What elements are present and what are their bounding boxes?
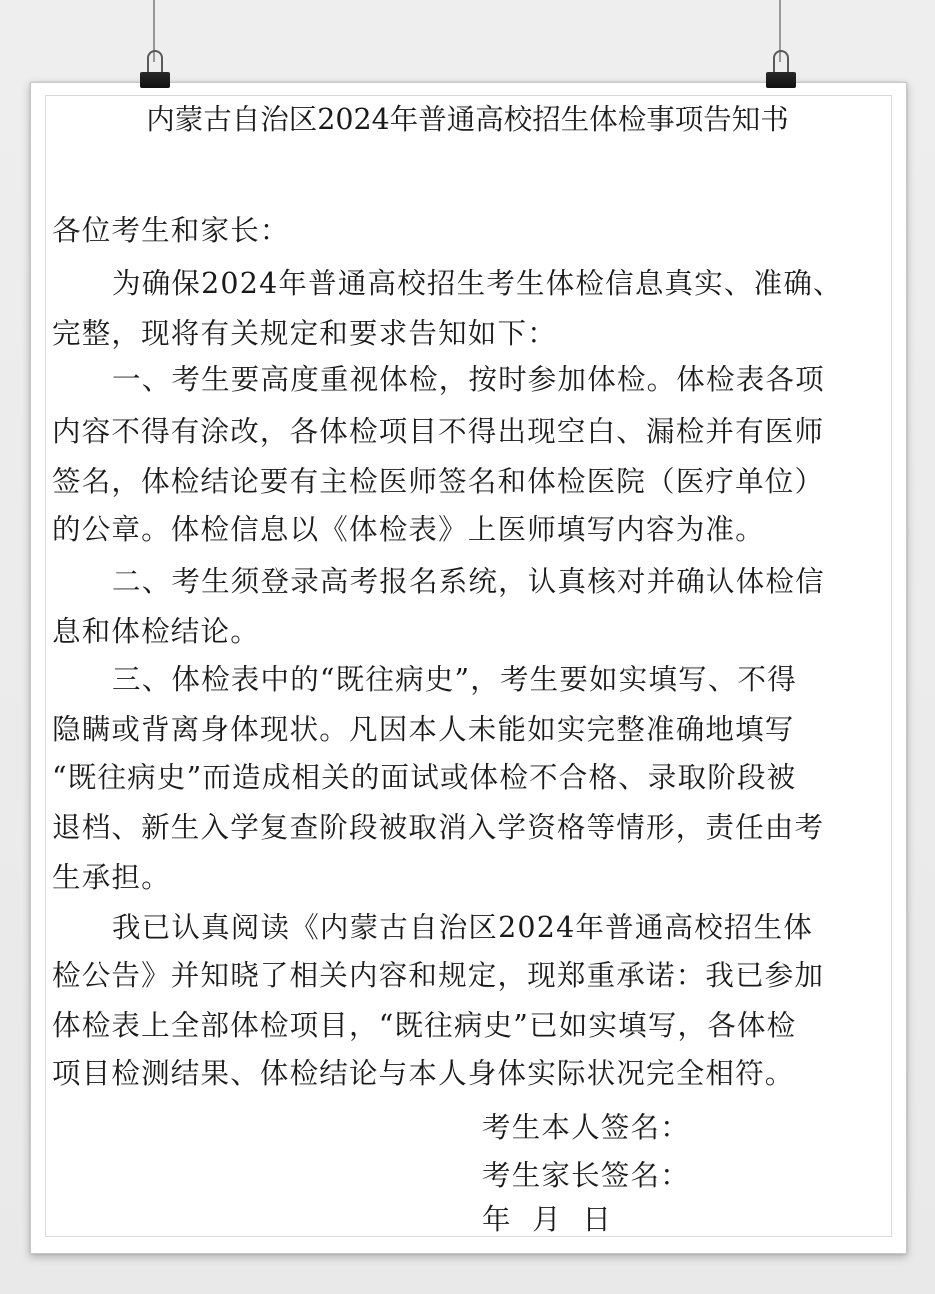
pledge-line: 项目检测结果、体检结论与本人身体实际状况完全相符。 [52, 1057, 795, 1090]
binder-clip-left-icon [140, 50, 170, 88]
parent-signature-label: 考生家长签名： [482, 1159, 690, 1192]
binder-clip-right-icon [766, 50, 796, 88]
clause-3-line: 三、体检表中的“既往病史”，考生要如实填写、不得 [112, 663, 797, 696]
clause-1-line: 的公章。体检信息以《体检表》上医师填写内容为准。 [52, 513, 765, 546]
clause-1-line: 签名，体检结论要有主检医师签名和体检医院（医疗单位） [52, 465, 825, 498]
clause-3-line: “既往病史”而造成相关的面试或体检不合格、录取阶段被 [52, 761, 797, 794]
pledge-line: 检公告》并知晓了相关内容和规定，现郑重承诺：我已参加 [52, 959, 825, 992]
document-title: 内蒙古自治区2024年普通高校招生体检事项告知书 [146, 103, 789, 136]
clause-3-line: 隐瞒或背离身体现状。凡因本人未能如实完整准确地填写 [52, 713, 795, 746]
student-signature-label: 考生本人签名： [482, 1111, 690, 1144]
clause-3-line: 生承担。 [52, 861, 171, 894]
clause-3-line: 退档、新生入学复查阶段被取消入学资格等情形，责任由考 [52, 811, 825, 844]
clause-1-line: 内容不得有涂改，各体检项目不得出现空白、漏检并有医师 [52, 415, 825, 448]
clause-2-line: 息和体检结论。 [52, 615, 260, 648]
pledge-line: 体检表上全部体检项目，“既往病史”已如实填写，各体检 [52, 1009, 797, 1042]
body-line: 为确保2024年普通高校招生考生体检信息真实、准确、 [112, 267, 843, 300]
greeting: 各位考生和家长： [52, 214, 290, 247]
date-label: 年 月 日 [482, 1203, 613, 1236]
clause-2-line: 二、考生须登录高考报名系统，认真核对并确认体检信 [112, 565, 825, 598]
body-line: 完整，现将有关规定和要求告知如下： [52, 317, 557, 350]
clause-1-line: 一、考生要高度重视体检，按时参加体检。体检表各项 [112, 363, 825, 396]
pledge-line: 我已认真阅读《内蒙古自治区2024年普通高校招生体 [112, 911, 814, 944]
